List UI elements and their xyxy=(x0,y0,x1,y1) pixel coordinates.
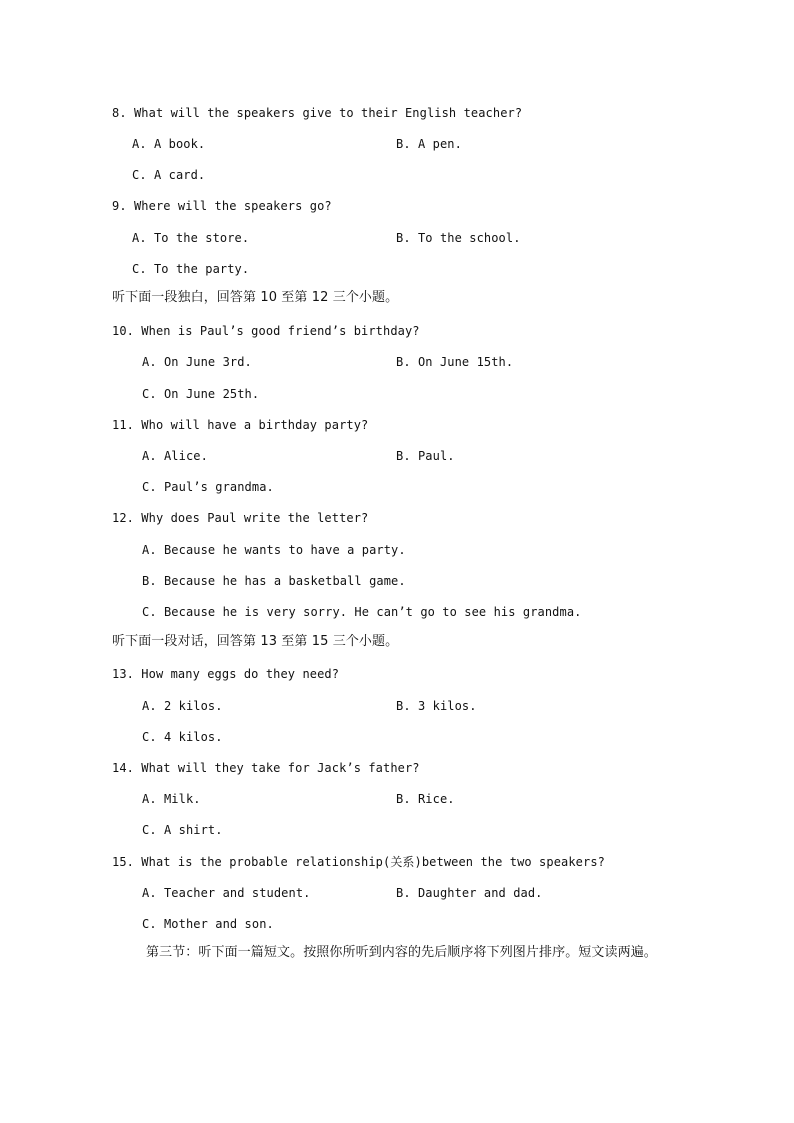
question-9-stem: 9. Where will the speakers go? xyxy=(112,199,332,213)
question-13-option-b: B. 3 kilos. xyxy=(396,699,477,713)
question-10-option-b: B. On June 15th. xyxy=(396,355,514,369)
question-13-option-c: C. 4 kilos. xyxy=(142,730,223,744)
question-15-option-b: B. Daughter and dad. xyxy=(396,886,543,900)
question-8-stem: 8. What will the speakers give to their English teacher? xyxy=(112,106,523,120)
question-15-option-c: C. Mother and son. xyxy=(142,917,274,931)
question-14-option-c: C. A shirt. xyxy=(142,823,223,837)
question-15-stem: 15. What is the probable relationship(关系)between the two speakers? xyxy=(112,855,605,869)
question-10-option-a: A. On June 3rd. xyxy=(142,355,252,369)
question-9-option-a: A. To the store. xyxy=(132,231,250,245)
question-14-option-a: A. Milk. xyxy=(142,792,201,806)
question-12-option-b: B. Because he has a basketball game. xyxy=(142,574,406,588)
monologue-instruction: 听下面一段独白，回答第 10 至第 12 三个小题。 xyxy=(112,290,399,305)
question-8-option-c: C. A card. xyxy=(132,168,206,182)
question-9-option-c: C. To the party. xyxy=(132,262,250,276)
question-12-option-c: C. Because he is very sorry. He can’t go to see his grandma. xyxy=(142,605,582,619)
question-9-option-b: B. To the school. xyxy=(396,231,521,245)
question-8-option-b: B. A pen. xyxy=(396,137,462,151)
question-12-stem: 12. Why does Paul write the letter? xyxy=(112,511,369,525)
section-3-instruction: 第三节：听下面一篇短文。按照你所听到内容的先后顺序将下列图片排序。短文读两遍。 xyxy=(146,945,657,960)
question-8-option-a: A. A book. xyxy=(132,137,206,151)
question-13-option-a: A. 2 kilos. xyxy=(142,699,223,713)
question-15-option-a: A. Teacher and student. xyxy=(142,886,311,900)
dialogue-instruction: 听下面一段对话，回答第 13 至第 15 三个小题。 xyxy=(112,634,399,649)
question-10-stem: 10. When is Paul’s good friend’s birthday? xyxy=(112,324,420,338)
question-11-option-c: C. Paul’s grandma. xyxy=(142,480,274,494)
question-13-stem: 13. How many eggs do they need? xyxy=(112,667,340,681)
question-11-option-b: B. Paul. xyxy=(396,449,455,463)
question-11-stem: 11. Who will have a birthday party? xyxy=(112,418,369,432)
question-10-option-c: C. On June 25th. xyxy=(142,387,260,401)
question-14-stem: 14. What will they take for Jack’s father? xyxy=(112,761,420,775)
question-14-option-b: B. Rice. xyxy=(396,792,455,806)
question-11-option-a: A. Alice. xyxy=(142,449,208,463)
question-12-option-a: A. Because he wants to have a party. xyxy=(142,543,406,557)
